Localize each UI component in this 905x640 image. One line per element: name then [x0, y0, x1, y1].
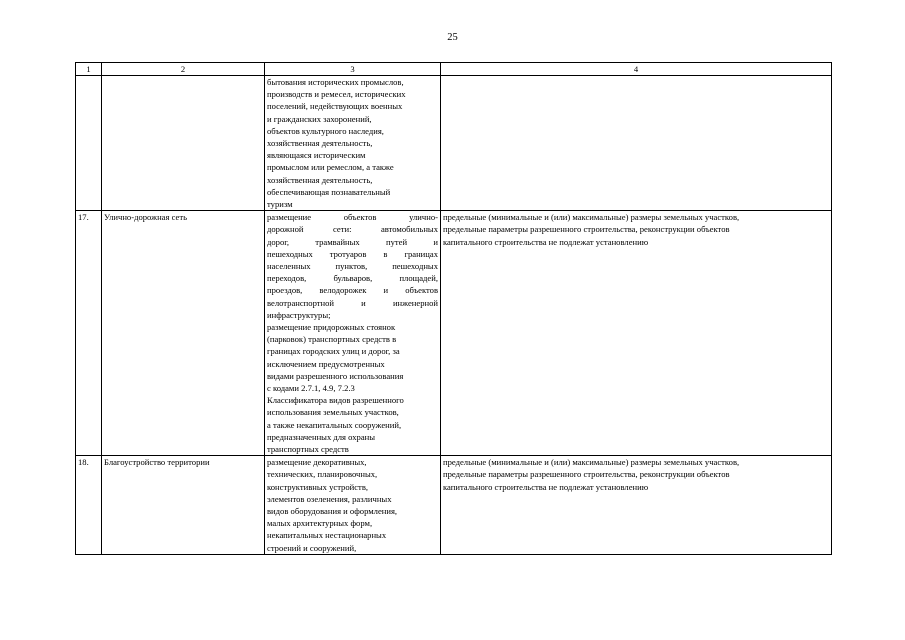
cell-text-line: элементов озеленения, различных [267, 493, 392, 504]
cell-text-line: транспортных средств [267, 443, 349, 454]
row-number-cell [76, 76, 102, 211]
cell-text-line: конструктивных устройств, [267, 481, 369, 492]
row-description-cell [265, 456, 441, 555]
header-cell-3: 3 [265, 63, 441, 76]
table-row [76, 211, 832, 456]
cell-text-line: предназначенных для охраны [267, 431, 376, 442]
cell-text-line: обеспечивающая познавательный [267, 186, 391, 197]
table-row-continuation [76, 76, 832, 211]
cell-text-line: туризм [267, 199, 293, 210]
cell-text-line: исключением предусмотренных [267, 358, 385, 369]
cell-text-line: предельные (минимальные и (или) максимальные) размеры земельных участков, [443, 212, 740, 223]
cell-text-line: с кодами 2.7.1, 4.9, 7.2.3 [267, 382, 355, 393]
cell-text-line: а также некапитальных сооружений, [267, 419, 402, 430]
regulations-table [75, 62, 832, 555]
cell-text-line: населенных пунктов, пешеходных [267, 260, 438, 271]
row-parameters-cell [441, 211, 832, 456]
cell-text-line: предельные (минимальные и (или) максимальные) размеры земельных участков, [443, 457, 740, 468]
cell-text-line: капитального строительства не подлежат установлению [443, 236, 649, 247]
row-number-cell: 18. [76, 456, 102, 555]
cell-text-line: размещение придорожных стоянок [267, 321, 396, 332]
header-cell-2: 2 [102, 63, 265, 76]
cell-text-line: дорог, трамвайных путей и [267, 236, 438, 247]
row-parameters-cell [441, 456, 832, 555]
row-name-cell [102, 76, 265, 211]
cell-text-line: капитального строительства не подлежат установлению [443, 481, 649, 492]
cell-text-line: и гражданских захоронений, [267, 113, 372, 124]
page-number: 25 [447, 32, 458, 43]
cell-text-line: технических, планировочных, [267, 469, 378, 480]
row-name-cell: Благоустройство территории [102, 456, 265, 555]
cell-text-line: объектов культурного наследия, [267, 125, 384, 136]
row-number-cell: 17. [76, 211, 102, 456]
header-cell-4: 4 [441, 63, 832, 76]
cell-text-line: бытования исторических промыслов, [267, 77, 404, 87]
cell-text-line: строений и сооружений, [267, 542, 357, 553]
cell-text-line: производств и ремесел, исторических [267, 89, 406, 100]
cell-text-line: поселений, недействующих военных [267, 101, 403, 112]
cell-text-line: являющаяся историческим [267, 150, 366, 161]
cell-text-line: Классификатора видов разрешенного [267, 395, 404, 406]
cell-text-line: хозяйственная деятельность, [267, 138, 373, 149]
table-header-row [76, 63, 832, 76]
header-cell-1: 1 [76, 63, 102, 76]
row-name-cell: Улично-дорожная сеть [102, 211, 265, 456]
cell-text-line: видами разрешенного использования [267, 370, 404, 381]
cell-text-line: дорожной сети: автомобильных [267, 224, 438, 235]
row-parameters-cell [441, 76, 832, 211]
cell-text-line: промыслом или ремеслом, а также [267, 162, 394, 173]
table-row [76, 456, 832, 555]
row-description-cell [265, 76, 441, 211]
cell-text-line: размещение объектов улично- [267, 212, 438, 223]
cell-text-line: использования земельных участков, [267, 407, 399, 418]
cell-text-line: (парковок) транспортных средств в [267, 334, 397, 345]
cell-text-line: предельные параметры разрешенного строительства, реконструкции объектов [443, 469, 730, 480]
cell-text-line: инфраструктуры; [267, 309, 331, 320]
cell-text-line: некапитальных нестационарных [267, 530, 387, 541]
cell-text-line: проездов, велодорожек и объектов [267, 285, 438, 296]
cell-text-line: размещение декоративных, [267, 457, 367, 468]
cell-text-line: видов оборудования и оформления, [267, 505, 398, 516]
cell-text-line: велотранспортной и инженерной [267, 297, 438, 308]
cell-text-line: переходов, бульваров, площадей, [267, 273, 438, 284]
row-description-cell [265, 211, 441, 456]
cell-text-line: границах городских улиц и дорог, за [267, 346, 400, 357]
cell-text-line: малых архитектурных форм, [267, 518, 373, 529]
cell-text-line: хозяйственная деятельность, [267, 174, 373, 185]
cell-text-line: предельные параметры разрешенного строительства, реконструкции объектов [443, 224, 730, 235]
cell-text-line: пешеходных тротуаров в границах [267, 248, 438, 259]
